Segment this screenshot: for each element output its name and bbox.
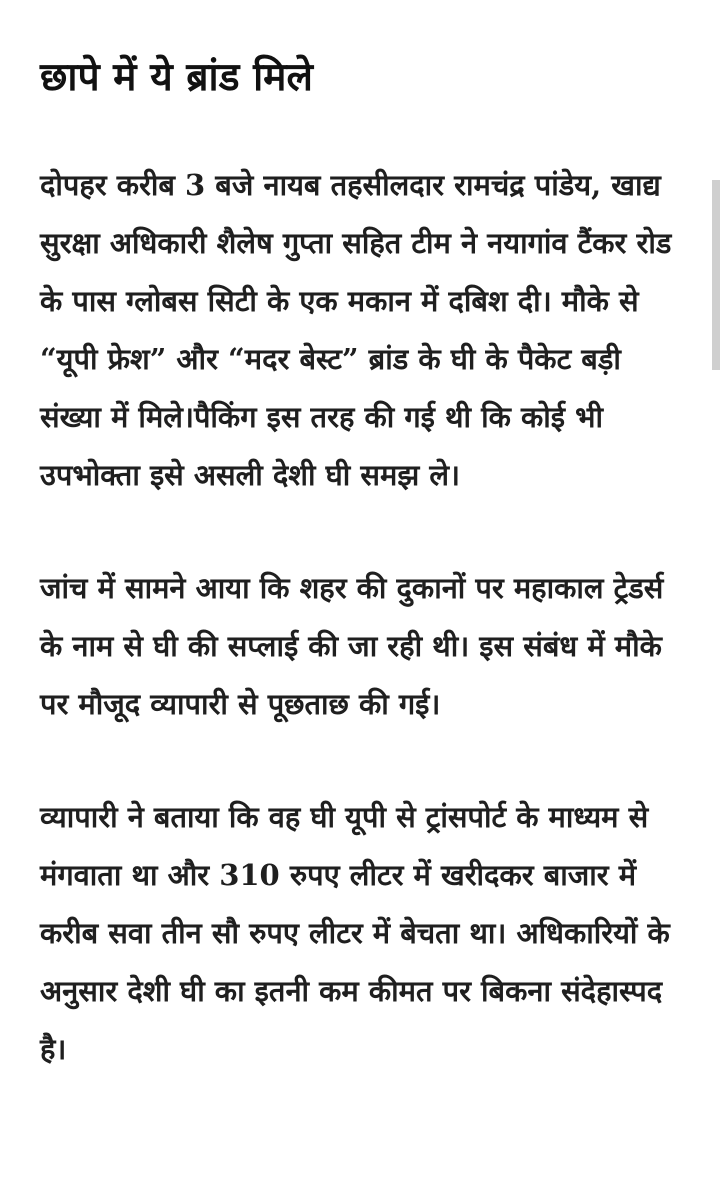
section-heading: छापे में ये ब्रांड मिले	[40, 54, 313, 100]
scrollbar-track[interactable]	[712, 180, 720, 370]
article-paragraph-1: दोपहर करीब 3 बजे नायब तहसीलदार रामचंद्र पांडेय, खाद्य सुरक्षा अधिकारी शैलेष गुप्ता सहित टीम ने नयागांव टैंकर रोड के पास ग्लोबस सिटी के एक मकान में दबिश दी। मौके से “यूपी फ्रेश” और “मदर बेस्ट” ब्रांड के घी के पैकेट बड़ी संख्या में मिले।पैकिंग इस तरह की गई थी कि कोई भी उपभोक्ता इसे असली देशी घी समझ ले।	[40, 168, 672, 492]
article-paragraph-3: व्यापारी ने बताया कि वह घी यूपी से ट्रांसपोर्ट के माध्यम से मंगवाता था और 310 रुपए लीटर में खरीदकर बाजार में करीब सवा तीन सौ रुपए लीटर में बेचता था। अधिकारियों के अनुसार देशी घी का इतनी कम कीमत पर बिकना संदेहास्पद है।	[40, 800, 670, 1066]
article-body	[40, 44, 690, 1078]
scrollbar-thumb[interactable]	[712, 180, 720, 370]
article-paragraph-2: जांच में सामने आया कि शहर की दुकानों पर महाकाल ट्रेडर्स के नाम से घी की सप्लाई की जा रही थी। इस संबंध में मौके पर मौजूद व्यापारी से पूछताछ की गई।	[40, 571, 664, 721]
